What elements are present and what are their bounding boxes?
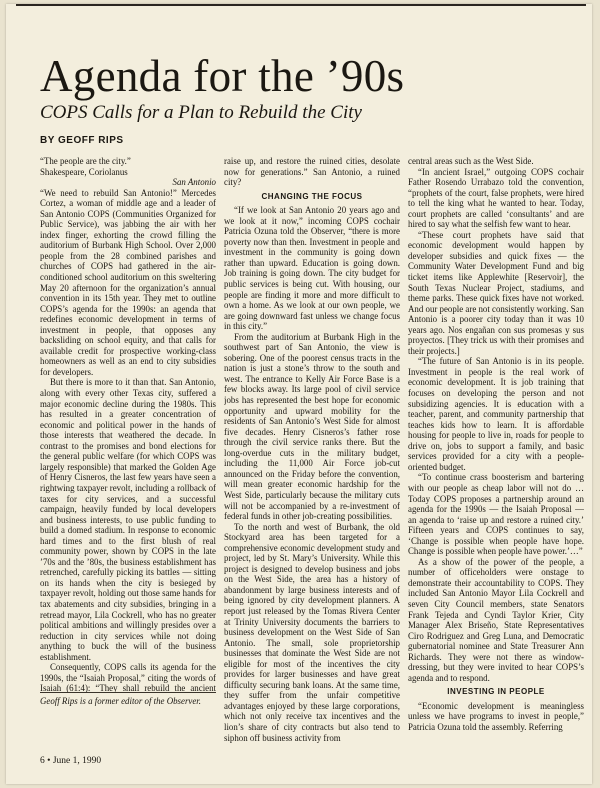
paragraph: “We need to rebuild San Antonio!” Mercedes Cortez, a woman of middle age and a leader of San Antonio COPS (Communities Organized for Public Service), was jabbing the air with her index finger, exhorting the crowd filling the auditorium of Burbank High School. Over 2,000 people from the 28 combined parishes and churches of COPS had gathered in the air-conditioned school auditorium on this sweltering May 20 afternoon for the organization’s annual convention in its 15th year. They met to outline COPS’s agenda for the 1990s: an agenda that redefines economic development in terms of investment in people, that opposes any backsliding on school equity, and that calls for available credit for prospective working-class homeowners as well as an end to city subsidies for developers. bbox=[40, 187, 216, 377]
epigraph-source: Shakespeare, Coriolanus bbox=[40, 166, 128, 177]
section-heading: CHANGING THE FOCUS bbox=[261, 191, 363, 201]
column-2 bbox=[224, 156, 400, 750]
paragraph: Consequently, COPS calls its agenda for the 1990s, the “Isaiah Proposal,” citing the words of Isaiah (61:4): “They shall rebuild the ancient bbox=[40, 662, 216, 694]
paragraph: “To continue crass boosterism and bartering with our people as cheap labor will not do … Today COPS proposes a partnership around an agenda for the 1990s — the Isaiah Proposal — an agenda to ‘raise up and restore a ruined city.’ Fifteen years and COPS continues to say, ‘Change is possible when people have hope. Change is possible when people have power.’…” bbox=[408, 472, 584, 557]
paragraph: “Economic development is meaningless unless we have programs to invest in people,” Patricia Ozuna told the assembly. Referring bbox=[408, 700, 584, 732]
paragraph: “These court prophets have said that economic development would happen by developer subsidies and quick fixes — the Community Water Development Fund and big ticket items like Applewhite [Reservoir], the South Texas Nuclear Project, stadiums, and theme parks. These quick fixes have not worked. And our people are not consistently working. San Antonio is a poorer city today than it was 10 years ago. Nos engañan con sus promesas y sus proyectos. [They trick us with their promises and their projects.] bbox=[408, 229, 584, 356]
article-subtitle: COPS Calls for a Plan to Rebuild the City bbox=[40, 102, 362, 123]
column-3 bbox=[408, 156, 584, 750]
article-body bbox=[6, 156, 592, 750]
dateline: San Antonio bbox=[172, 177, 216, 188]
paragraph: central areas such as the West Side. bbox=[408, 156, 534, 166]
paragraph: From the auditorium at Burbank High in the southwest part of San Antonio, the view is sobering. One of the poorest census tracts in the nation is just a stone’s throw to the south and west. The entrance to Kelly Air Force Base is a few blocks away. Its large pool of civil service jobs has represented the best hope for economic opportunity and upward mobility for the residents of San Antonio’s West Side for almost five decades. Henry Cisneros’s father rose through the civil service ranks there. But the long-overdue cuts in the military budget, including the 11,000 Air Force job-cut announced on the Friday before the convention, will mean greater economic hardship for the West Side, particularly because the military cuts will not be accompanied by a re-investment of federal funds in other job-creating possibilities. bbox=[224, 331, 400, 522]
section-heading: INVESTING IN PEOPLE bbox=[447, 687, 545, 697]
page-folio: 6 • June 1, 1990 bbox=[40, 756, 102, 766]
column-1 bbox=[40, 156, 216, 750]
article-title: Agenda for the ’90s bbox=[40, 51, 405, 101]
epigraph-quote: “The people are the city.” bbox=[40, 156, 131, 166]
paragraph: raise up, and restore the ruined cities, desolate now for generations.” San Antonio, a ruined city? bbox=[224, 156, 400, 188]
byline: BY GEOFF RIPS bbox=[40, 135, 124, 146]
footnote-divider bbox=[40, 692, 216, 693]
paragraph: “If we look at San Antonio 20 years ago and we look at it now,” incoming COPS cochair Patricia Ozuna told the Observer, “there is more poverty now than then. Investment in people and investment in the community is going down rather than upward. Education is going down. Job training is going down. The city budget for public services is being cut. With housing, our people are finding it more and more difficult to own a home. As we look at our own people, we are going downward fast unless we change focus in this city.” bbox=[224, 205, 400, 332]
magazine-page bbox=[6, 4, 592, 784]
paragraph: “The future of San Antonio is in its people. Investment in people is the real work of economic development. It is job training that focuses on developing the person and not subsidizing agencies. It is education with a teacher, parent, and community partnership that teaches kids how to learn. It is affordable housing for people to live in, roads for people to drive on, jobs to support a family, and basic services provided for a city with a people-oriented budget. bbox=[408, 356, 584, 472]
paragraph: As a show of the power of the people, a number of officeholders were onstage to demonstrate their accountability to COPS. They included San Antonio Mayor Lila Cockrell and seven City Council members, state Senators Frank Tejeda and Cyndi Taylor Krier, City Manager Alex Briseño, State Representatives Ciro Rodriguez and Greg Luna, and Democratic gubernatorial nominee and State Treasurer Ann Richards. They were not there as window-dressing, but they were invited to hear COPS’s agenda and to respond. bbox=[408, 556, 584, 683]
author-note: Geoff Rips is a former editor of the Observer. bbox=[40, 696, 201, 706]
paragraph: “In ancient Israel,” outgoing COPS cochair Father Rosendo Urrabazo told the convention, “prophets of the court, false prophets, were hired to tell the king what he wanted to hear. Today, court prophets are called ‘consultants’ and are hired to say what the selfish few want to hear. bbox=[408, 166, 584, 230]
top-rule bbox=[16, 4, 586, 6]
paragraph: But there is more to it than that. San Antonio, along with every other Texas city, suffered a major economic decline during the 1980s. This has resulted in a greater concentration of economic and political power in the hands of those interests that weathered the decade. In contrast to the promises and bond elections for the general public welfare (for which COPS was largely responsible) that marked the Golden Age of Henry Cisneros, the last few years have seen a rightwing taxpayer revolt, including a rollback of taxes for city services, and a successful campaign, heavily funded by local developers and business interests, to use public funding to build a domed stadium. In response to economic hard times and to the first blush of real community power, shown by COPS in the late ’70s and the ’80s, the business establishment has retrenched, carefully picking its battles — sitting on its hands when the city is besieged by taxpayer revolt, holding out those same hands for tax abatements and city subsidies, bringing in a retread mayor, Lila Cockrell, who has no greater political ambitions and willingly presides over a reduction in city services while not doing anything to buck the will of the business establishment. bbox=[40, 377, 216, 662]
paragraph: To the north and west of Burbank, the old Stockyard area has been targeted for a comprehensive economic development study and project, led by St. Mary’s University. While this project is designed to develop business and jobs on the West Side, the area has a history of abandonment by large business interests and of being ignored by city development planners. A report just released by the Tomas Rivera Center at Trinity University documents the barriers to business development on the West Side of San Antonio. The small, sole proprietorship businesses that dominate the West Side are not eligible for most of the incentives the city provides for larger businesses and have great difficulty securing bank loans. At the same time, they suffer from the unfair competitive advantages enjoyed by these large corporations, which not only receive tax incentives and the lion’s share of city contracts but also tend to siphon off business activity from bbox=[224, 521, 400, 743]
